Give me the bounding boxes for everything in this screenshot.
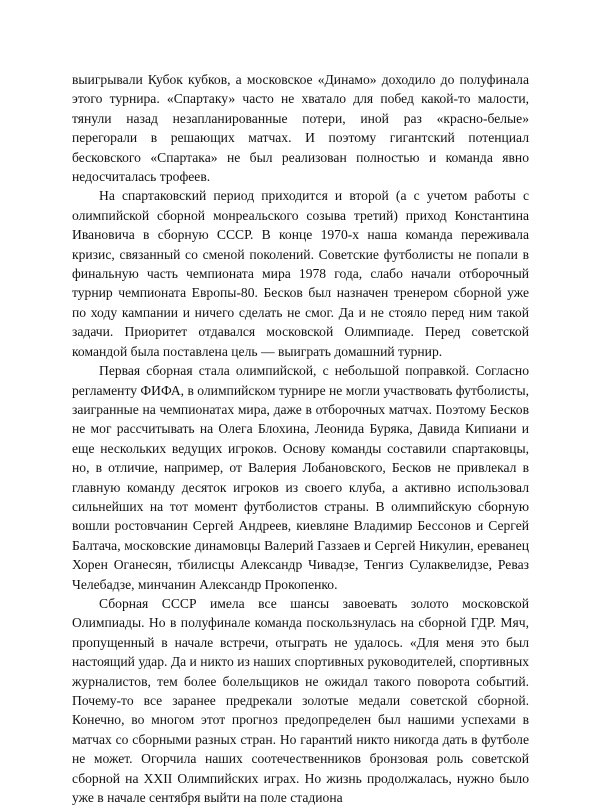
- document-page: [72, 70, 529, 807]
- paragraph-continuation: выигрывали Кубок кубков, а московское «Динамо» доходило до полуфинала этого турнира. «Спартаку» часто не хватало для побед какой-то малости, тянули назад незапланированные потери, иной раз «красно-белые» перегорали в решающих матчах. И поэтому гигантский потенциал бесковского «Спартака» не был реализован полностью и команда явно недосчиталась трофеев.: [72, 72, 529, 185]
- paragraph-olympics-semifinal: Сборная СССР имела все шансы завоевать золото московской Олимпиады. Но в полуфинале команда поскользнулась на сборной ГДР. Мяч, пропущенный в начале встречи, отыграть не удалось. «Для меня это был настоящий удар. Да и никто из наших спортивных руководителей, спортивных журналистов, тем более болельщиков не ожидал такого поворота событий. Почему-то все заранее предрекали золотые медали советской сборной. Конечно, во многом этот прогноз предопределен был нашими успехами в матчах со сборными разных стран. Но гарантий никто никогда дать в футболе не может. Огорчила наших соотечественников бронзовая роль советской сборной на XXII Олимпийских играх. Но жизнь продолжалась, нужно было уже в начале сентября выйти на поле стадиона: [72, 595, 529, 806]
- paragraph-spartak-period: На спартаковский период приходится и второй (а с учетом работы с олимпийской сборной монреальского созыва третий) приход Константина Ивановича в сборную СССР. В конце 1970-х наша команда переживала кризис, связанный со сменой поколений. Советские футболисты не попали в финальную часть чемпионата мира 1978 года, слабо начали отборочный турнир чемпионата Европы-80. Бесков был назначен тренером сборной уже по ходу кампании и ничего сделать не смог. Да и не стояло перед ним такой задачи. Приоритет отдавался московской Олимпиаде. Перед советской командой была поставлена цель — выиграть домашний турнир.: [72, 188, 529, 359]
- paragraph-olympic-team: Первая сборная стала олимпийской, с небольшой поправкой. Согласно регламенту ФИФА, в олимпийском турнире не могли участвовать футболисты, заигранные на чемпионатах мира, даже в отборочных матчах. Поэтому Бесков не мог рассчитывать на Олега Блохина, Леонида Буряка, Давида Кипиани и еще нескольких ведущих игроков. Основу команды составили спартаковцы, но, в отличие, например, от Валерия Лобановского, Бесков не привлекал в главную команду десяток игроков из своего клуба, а активно использовал сильнейших на тот момент футболистов страны. В олимпийскую сборную вошли ростовчанин Сергей Андреев, киевляне Владимир Бессонов и Сергей Балтача, московские динамовцы Валерий Газзаев и Сергей Никулин, ереванец Хорен Оганесян, тбилисцы Александр Чивадзе, Тенгиз Сулаквелидзе, Реваз Челебадзе, минчанин Александр Прокопенко.: [72, 363, 529, 592]
